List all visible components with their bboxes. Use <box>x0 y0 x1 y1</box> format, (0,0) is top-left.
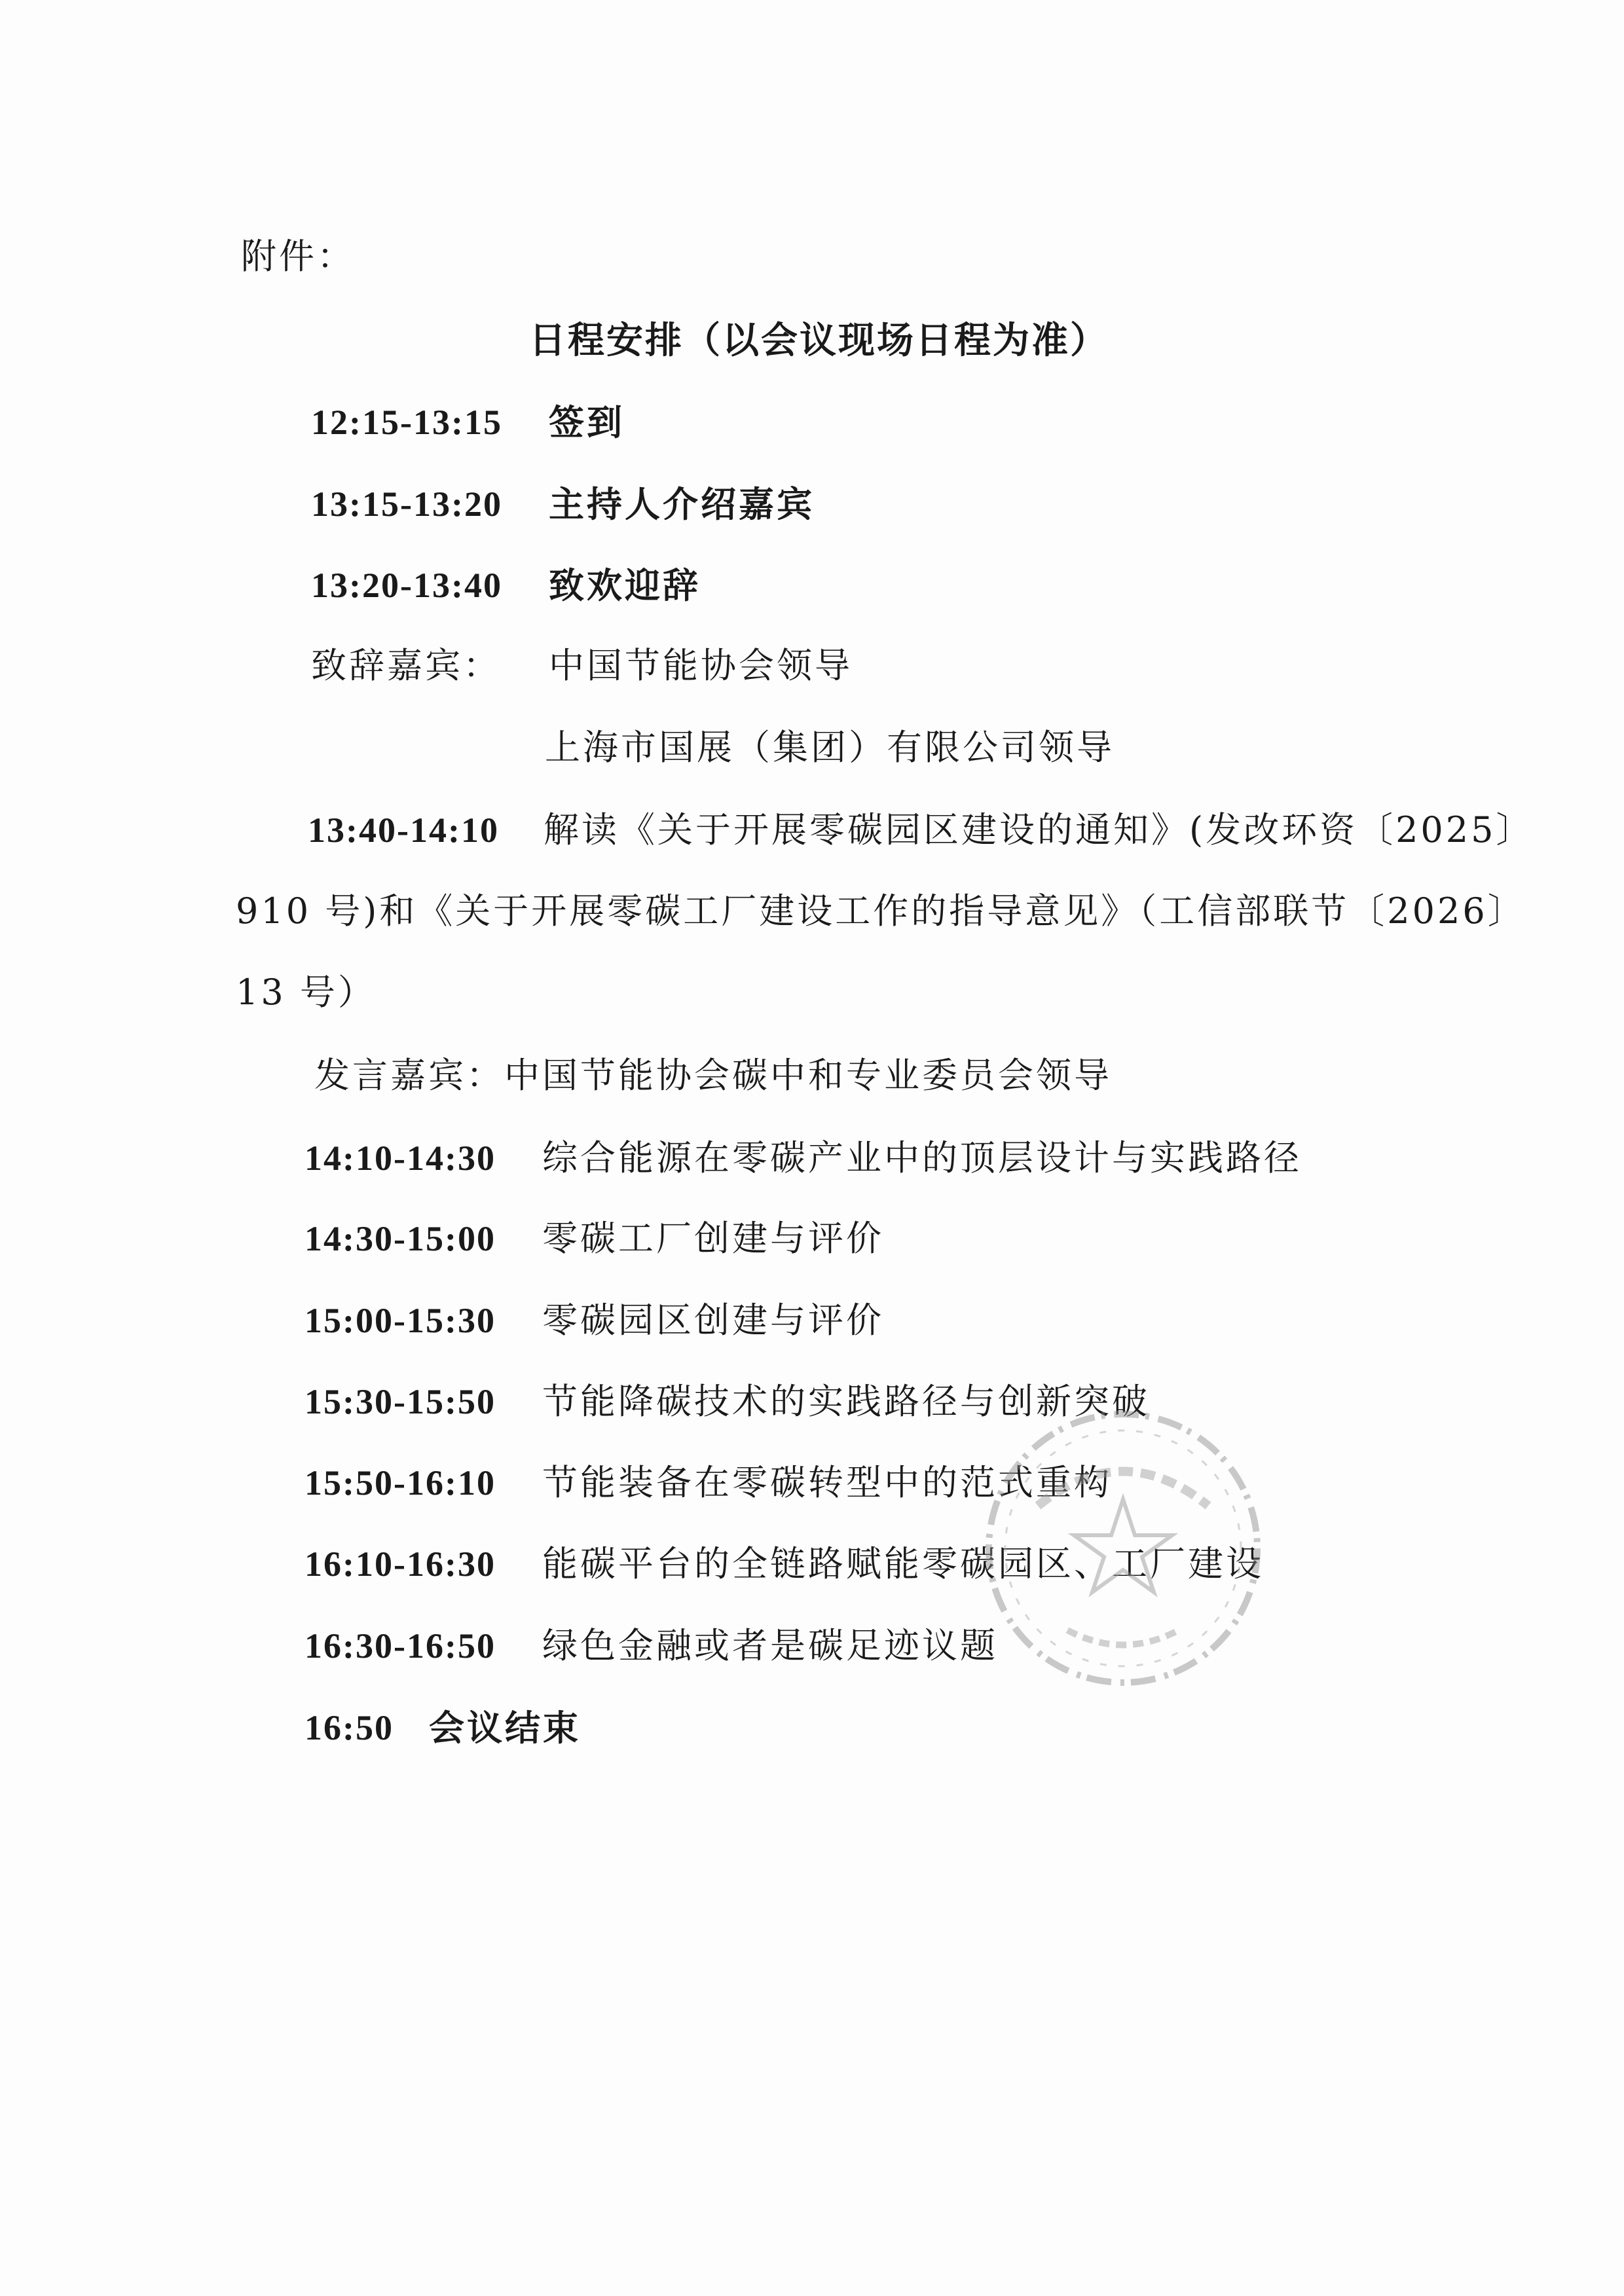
interpretation-speaker: 发言嘉宾：中国节能协会碳中和专业委员会领导 <box>314 1055 1112 1096</box>
welcome-guests-label: 致辞嘉宾： <box>311 645 501 686</box>
closing-item: 会议结束 <box>429 1707 581 1749</box>
schedule-item: 致欢迎辞 <box>549 564 701 606</box>
schedule-item: 节能装备在零碳转型中的范式重构 <box>542 1462 1112 1503</box>
schedule-item: 能碳平台的全链路赋能零碳园区、工厂建设 <box>542 1543 1264 1584</box>
schedule-time: 12:15-13:15 <box>311 403 502 442</box>
schedule-time: 14:10-14:30 <box>304 1139 496 1178</box>
schedule-time: 15:00-15:30 <box>304 1301 496 1340</box>
schedule-time: 13:40-14:10 <box>308 811 499 850</box>
interpretation-line-2: 910 号)和《关于开展零碳工厂建设工作的指导意见》（工信部联节〔2026〕 <box>236 890 1526 932</box>
schedule-time: 13:15-13:20 <box>311 484 502 524</box>
schedule-item: 节能降碳技术的实践路径与创新突破 <box>542 1381 1150 1422</box>
schedule-time: 16:10-16:30 <box>304 1544 496 1584</box>
attachment-label: 附件： <box>241 236 355 277</box>
schedule-time: 16:30-16:50 <box>304 1626 496 1666</box>
schedule-time: 14:30-15:00 <box>304 1219 496 1258</box>
interpretation-line-1: 解读《关于开展零碳园区建设的通知》(发改环资〔2025〕 <box>544 809 1534 850</box>
schedule-item: 零碳工厂创建与评价 <box>542 1218 884 1259</box>
schedule-item: 主持人介绍嘉宾 <box>549 483 815 525</box>
schedule-item: 签到 <box>549 401 625 443</box>
schedule-time: 13:20-13:40 <box>311 566 502 605</box>
schedule-time: 15:50-16:10 <box>304 1463 496 1503</box>
closing-time: 16:50 <box>304 1708 394 1747</box>
interpretation-line-3: 13 号） <box>236 972 376 1013</box>
schedule-time: 15:30-15:50 <box>304 1382 496 1421</box>
schedule-item: 绿色金融或者是碳足迹议题 <box>542 1625 998 1666</box>
schedule-item: 综合能源在零碳产业中的顶层设计与实践路径 <box>542 1137 1302 1178</box>
schedule-title: 日程安排（以会议现场日程为准） <box>529 319 1109 362</box>
welcome-guest-2: 上海市国展（集团）有限公司领导 <box>545 727 1115 768</box>
welcome-guest-1: 中国节能协会领导 <box>549 645 853 686</box>
official-seal-stamp <box>976 1401 1270 1696</box>
schedule-item: 零碳园区创建与评价 <box>542 1300 884 1341</box>
